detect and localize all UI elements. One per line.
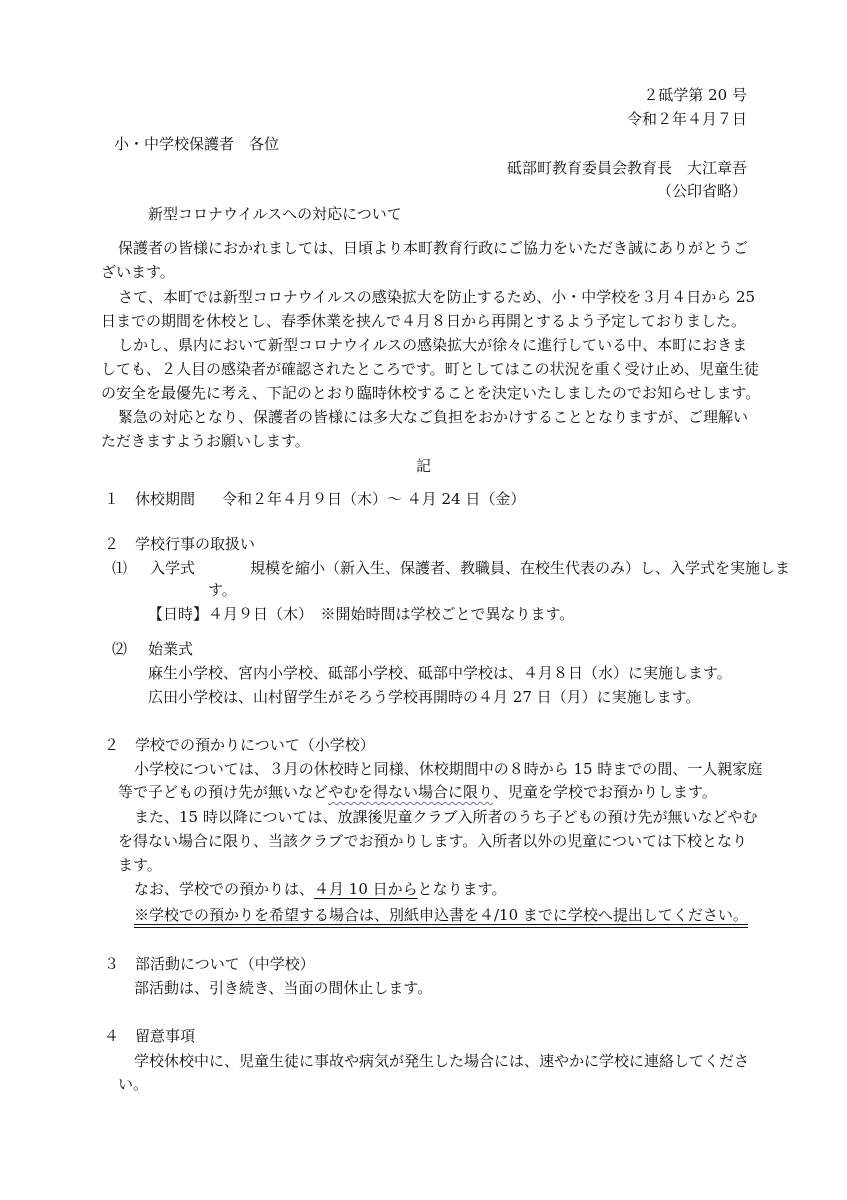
section-5-number: ４	[104, 1027, 120, 1045]
document-date: 令和２年４月７日	[626, 110, 747, 128]
body-text: ざいます。	[101, 263, 175, 281]
body-text: しかし、県内において新型コロナウイルスの感染拡大が徐々に進行している中、本町におきま	[118, 336, 748, 354]
sub-item-2-text: 麻生小学校、宮内小学校、砥部小学校、砥部中学校は、４月８日（水）に実施します。	[148, 664, 732, 682]
sub-item-1-label: 入学式	[150, 559, 196, 577]
section-5-heading: 留意事項	[135, 1027, 196, 1045]
section-5-text: 学校休校中に、児童生徒に事故や病気が発生した場合には、速やかに学校に連絡してくださ	[134, 1052, 750, 1070]
sub-item-2-label: 始業式	[148, 640, 194, 658]
wavy-underlined-text: やむを得ない場合に限り	[328, 783, 494, 801]
section-1-number: １	[104, 490, 120, 508]
body-text: 緊急の対応となり、保護者の皆様には多大なご負担をおかけすることとなりますが、ご理解い	[118, 408, 749, 426]
underlined-date: ４月 10 日から	[314, 880, 418, 898]
section-3-number: ２	[104, 736, 120, 754]
sender: 砥部町教育委員会教育長 大江章吾	[506, 159, 747, 177]
document-number: ２砥学第 20 号	[643, 86, 747, 104]
document-title: 新型コロナウイルスへの対応について	[148, 205, 402, 223]
section-4-text: 部活動は、引き続き、当面の間休止します。	[134, 979, 433, 997]
important-note: ※学校での預かりを希望する場合は、別紙申込書を４/10 までに学校へ提出してください。	[134, 906, 748, 924]
body-text: 保護者の皆様におかれましては、日頃より本町教育行政にご協力をいただき誠にありがとうご	[118, 239, 749, 257]
section-2-number: ２	[104, 535, 120, 553]
sub-item-2-number: ⑵	[112, 640, 128, 658]
sub-item-2-text: 広田小学校は、山村留学生がそろう学校再開時の４月 27 日（月）に実施します。	[148, 688, 701, 706]
body-text: 日までの期間を休校とし、春季休業を挟んで４月８日から再開とするよう予定しておりました。	[101, 312, 747, 330]
section-3-heading: 学校での預かりについて（小学校）	[135, 736, 375, 754]
ki-mark: 記	[416, 457, 432, 475]
addressee: 小・中学校保護者 各位	[114, 135, 280, 153]
section-3-text: なお、学校での預かりは、４月 10 日からとなります。	[134, 880, 507, 898]
body-text: の安全を最優先に考え、下記のとおり臨時休校することを決定いたしましたのでお知らせします。	[101, 384, 761, 402]
section-1-value: 令和２年４月９日（木）～ ４月 24 日（金）	[222, 490, 526, 508]
section-2-heading: 学校行事の取扱い	[135, 535, 256, 553]
sub-item-1-text: す。	[208, 581, 237, 599]
body-text: さて、本町では新型コロナウイルスの感染拡大を防止するため、小・中学校を３月４日から 25	[118, 288, 756, 306]
sub-item-1-date: 【日時】４月９日（木） ※開始時間は学校ごとで異なります。	[148, 605, 575, 623]
section-3-text: を得ない場合に限り、当該クラブでお預かりします。入所者以外の児童については下校となり	[118, 832, 747, 850]
section-3-text: 等で子どもの預け先が無いなどやむを得ない場合に限り、児童を学校でお預かりします。	[118, 783, 717, 801]
body-text: ただきますようお願いします。	[101, 432, 310, 450]
section-5-text: い。	[118, 1075, 149, 1093]
seal-note: （公印省略）	[656, 182, 747, 200]
sub-item-1-text: 規模を縮小（新入生、保護者、教職員、在校生代表のみ）し、入学式を実施しま	[250, 559, 791, 577]
section-4-number: ３	[104, 955, 120, 973]
sub-item-1-number: ⑴	[112, 559, 128, 577]
section-3-text: ます。	[118, 856, 162, 874]
section-1-label: 休校期間	[135, 490, 196, 508]
section-3-text: また、15 時以降については、放課後児童クラブ入所者のうち子どもの預け先が無いなどやむ	[134, 808, 758, 826]
section-4-heading: 部活動について（中学校）	[135, 955, 315, 973]
body-text: しても、２人目の感染者が確認されたところです。町としてはこの状況を重く受け止め、児童生徒	[101, 360, 760, 378]
section-3-text: 小学校については、３月の休校時と同様、休校期間中の８時から 15 時までの間、一人親家庭	[134, 760, 763, 778]
